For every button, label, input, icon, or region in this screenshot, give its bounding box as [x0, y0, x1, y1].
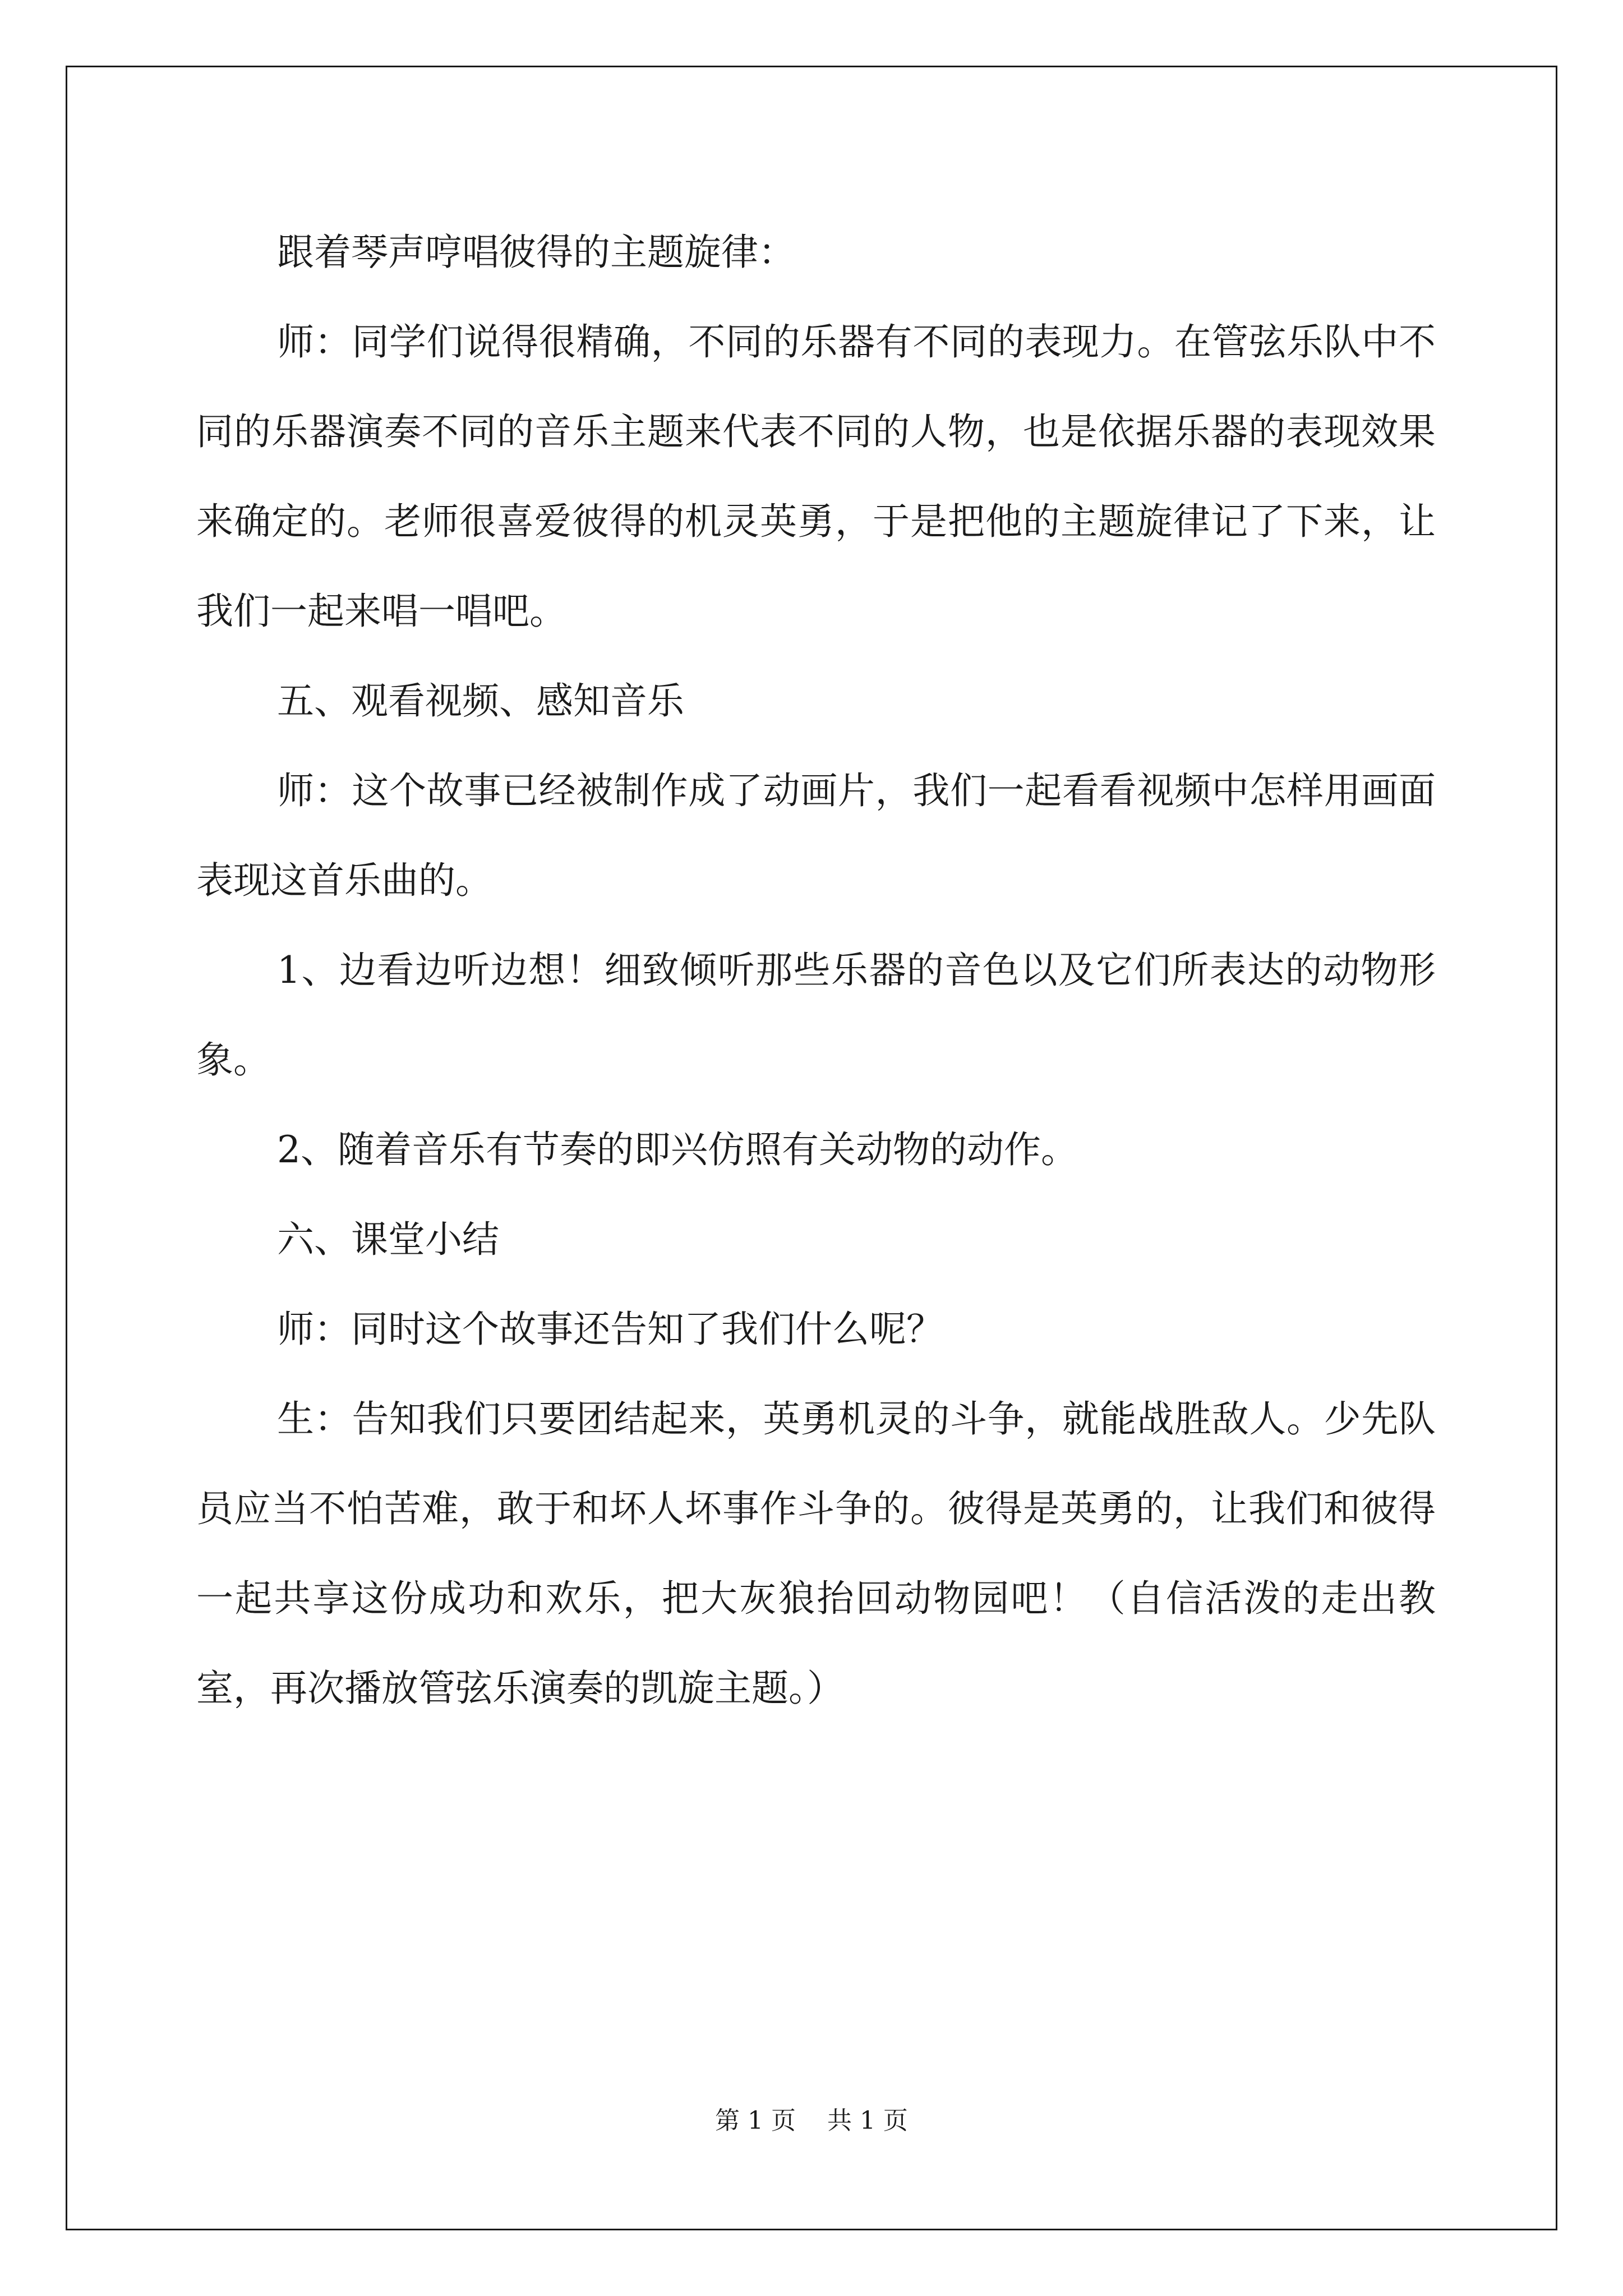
paragraph-4: 师：同时这个故事还告知了我们什么呢？ — [277, 1308, 943, 1351]
section-heading-5: 五、观看视频、感知音乐 — [277, 679, 684, 723]
list-item-1: 1、边看边听边想！细致倾听那些乐器的音色以及它们所表达的动物形象。 — [196, 949, 1436, 1082]
document-body — [196, 208, 1436, 1733]
paragraph-3: 师：这个故事已经被制作成了动画片，我们一起看看视频中怎样用画面表现这首乐曲的。 — [196, 769, 1436, 902]
list-item-2: 2、随着音乐有节奏的即兴仿照有关动物的动作。 — [277, 1128, 1078, 1171]
paragraph-2: 师：同学们说得很精确，不同的乐器有不同的表现力。在管弦乐队中不同的乐器演奏不同的音乐主题来代表不同的人物，也是依据乐器的表现效果来确定的。老师很喜爱彼得的机灵英勇，于是把他的主题旋律记了下来，让我们一起来唱一唱吧。 — [196, 320, 1436, 633]
page-footer: 第 1 页 共 1 页 — [715, 2106, 908, 2135]
section-heading-6: 六、课堂小结 — [277, 1218, 499, 1261]
paragraph-5: 生：告知我们只要团结起来，英勇机灵的斗争，就能战胜敌人。少先队员应当不怕苦难，敢于和坏人坏事作斗争的。彼得是英勇的，让我们和彼得一起共享这份成功和欢乐，把大灰狼抬回动物园吧！（自信活泼的走出教室，再次播放管弦乐演奏的凯旋主题。） — [196, 1397, 1436, 1710]
paragraph-1: 跟着琴声哼唱彼得的主题旋律： — [277, 231, 795, 274]
